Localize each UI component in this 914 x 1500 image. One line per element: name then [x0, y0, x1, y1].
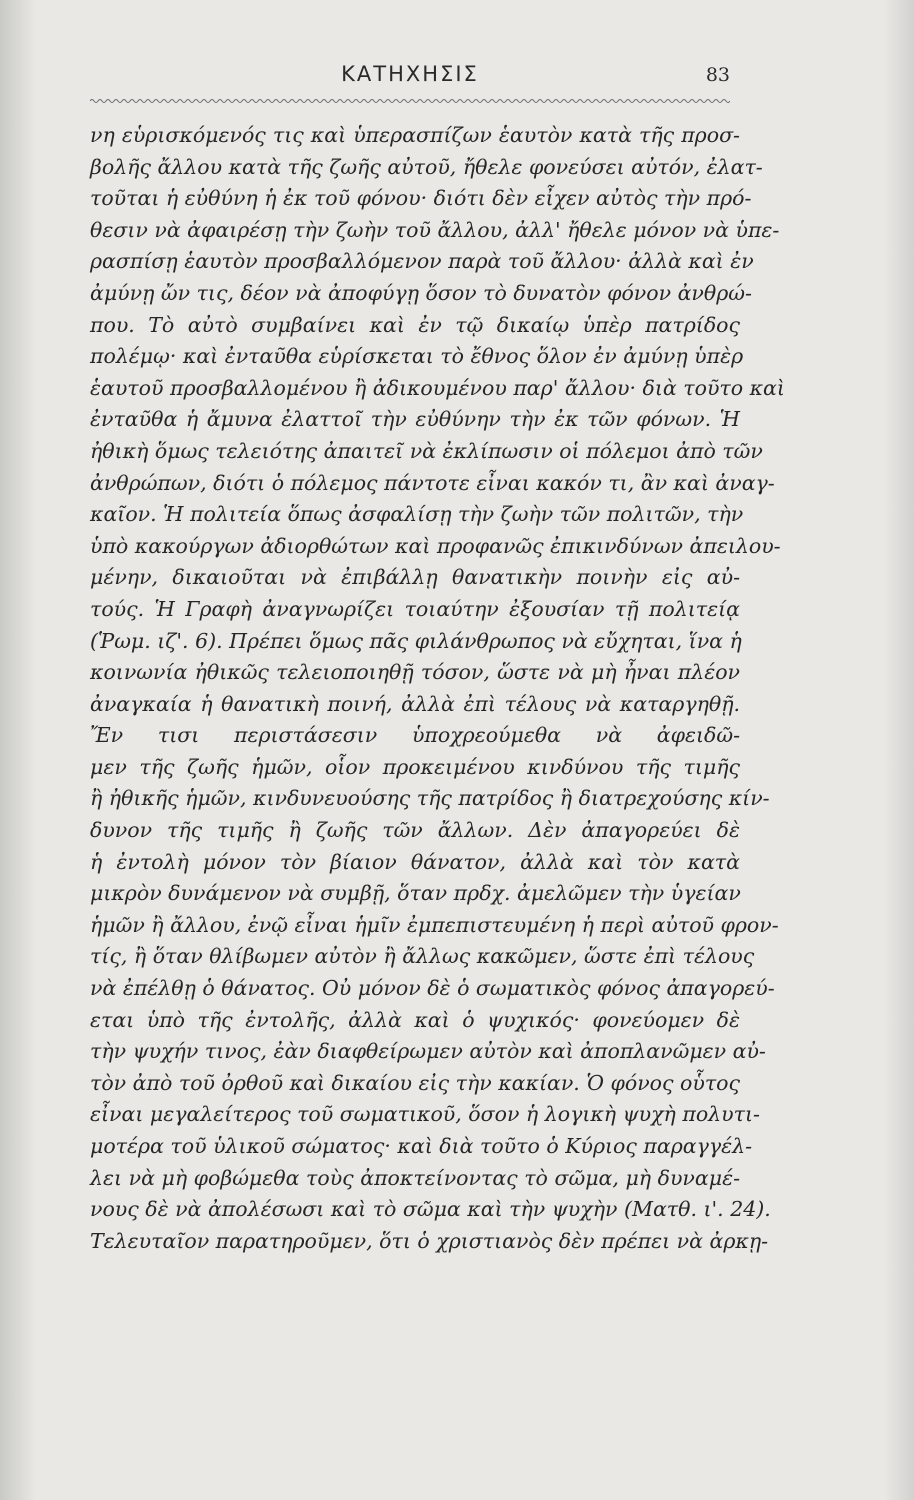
- text-line: τίς, ἢ ὅταν θλίβωμεν αὐτὸν ἢ ἄλλως κακῶμεν, ὥστε ἐπὶ τέλους: [90, 944, 755, 969]
- text-line: λει νὰ μὴ φοβώμεθα τοὺς ἀποκτείνοντας τὸ σῶμα, μὴ δυναμέ-: [90, 1165, 740, 1190]
- text-line: Ἔν τισι περιστάσεσιν ὑποχρεούμεθα νὰ ἀφειδῶ-: [90, 723, 740, 748]
- text-line: νους δὲ νὰ ἀπολέσωσι καὶ τὸ σῶμα καὶ τὴν ψυχὴν (Ματθ. ι'. 24).: [90, 1197, 771, 1222]
- text-line: μικρὸν δυνάμενον νὰ συμβῇ, ὅταν πρδχ. ἀμελῶμεν τὴν ὑγείαν: [90, 881, 741, 906]
- text-line: κοινωνία ἠθικῶς τελειοποιηθῇ τόσον, ὥστε νὰ μὴ ἦναι πλέον: [90, 660, 740, 685]
- text-line: δυνον τῆς τιμῆς ἢ ζωῆς τῶν ἄλλων. Δὲν ἀπαγορεύει δὲ: [90, 818, 740, 843]
- text-line: ἀμύνῃ ὤν τις, δέον νὰ ἀποφύγῃ ὅσον τὸ δυνατὸν φόνον ἀνθρώ-: [90, 280, 752, 305]
- text-line: ἡμῶν ἢ ἄλλου, ἐνῷ εἶναι ἡμῖν ἐμπεπιστευμένη ἡ περὶ αὐτοῦ φρον-: [90, 912, 779, 937]
- running-head: ΚΑΤΗΧΗΣΙΣ: [341, 62, 479, 86]
- text-line: τὸν ἀπὸ τοῦ ὀρθοῦ καὶ δικαίου εἰς τὴν κακίαν. Ὁ φόνος οὗτος: [90, 1070, 740, 1095]
- text-line: τὴν ψυχήν τινος, ἐὰν διαφθείρωμεν αὐτὸν καὶ ἀποπλανῶμεν αὐ-: [90, 1039, 766, 1064]
- text-line: εται ὑπὸ τῆς ἐντολῆς, ἀλλὰ καὶ ὁ ψυχικός· φονεύομεν δὲ: [90, 1007, 740, 1032]
- text-line: τούς. Ἡ Γραφὴ ἀναγνωρίζει τοιαύτην ἐξουσίαν τῇ πολιτείᾳ: [90, 596, 740, 621]
- text-line: νὰ ἐπέλθῃ ὁ θάνατος. Οὐ μόνον δὲ ὁ σωματικὸς φόνος ἀπαγορεύ-: [90, 976, 775, 1001]
- text-line: μένην, δικαιοῦται νὰ ἐπιβάλλῃ θανατικὴν ποινὴν εἰς αὐ-: [90, 565, 740, 590]
- wavy-header-rule: [90, 96, 730, 106]
- text-line: ἡ ἐντολὴ μόνον τὸν βίαιον θάνατον, ἀλλὰ καὶ τὸν κατὰ: [90, 849, 740, 874]
- page-gutter-shadow: [0, 0, 36, 1500]
- text-line: βολῆς ἄλλου κατὰ τῆς ζωῆς αὐτοῦ, ἤθελε φονεύσει αὐτόν, ἐλατ-: [90, 154, 763, 179]
- text-line: νη εὑρισκόμενός τις καὶ ὑπερασπίζων ἑαυτὸν κατὰ τῆς προσ-: [90, 123, 740, 147]
- text-line: ὑπὸ κακούργων ἀδιορθώτων καὶ προφανῶς ἐπικινδύνων ἀπειλου-: [90, 533, 781, 558]
- text-line: εἶναι μεγαλείτερος τοῦ σωματικοῦ, ὅσον ἡ λογικὴ ψυχὴ πολυτι-: [90, 1102, 760, 1127]
- text-line: ἢ ἠθικῆς ἡμῶν, κινδυνευούσης τῆς πατρίδος ἢ διατρεχούσης κίν-: [90, 786, 770, 811]
- text-line: που. Τὸ αὐτὸ συμβαίνει καὶ ἐν τῷ δικαίῳ ὑπὲρ πατρίδος: [90, 312, 740, 337]
- text-line: (Ῥωμ. ιζ'. 6). Πρέπει ὅμως πᾶς φιλάνθρωπος νὰ εὔχηται, ἵνα ἡ: [90, 628, 742, 653]
- text-line: τοῦται ἡ εὐθύνη ἡ ἐκ τοῦ φόνου· διότι δὲν εἶχεν αὐτὸς τὴν πρό-: [90, 186, 752, 211]
- text-line: μοτέρα τοῦ ὑλικοῦ σώματος· καὶ διὰ τοῦτο ὁ Κύριος παραγγέλ-: [90, 1134, 753, 1158]
- text-line: ἠθικὴ ὅμως τελειότης ἀπαιτεῖ νὰ ἐκλίπωσιν οἱ πόλεμοι ἀπὸ τῶν: [90, 438, 763, 463]
- page-edge-shadow: [884, 0, 914, 1500]
- text-line: μεν τῆς ζωῆς ἡμῶν, οἷον προκειμένου κινδύνου τῆς τιμῆς: [90, 754, 740, 779]
- text-line: καῖον. Ἡ πολιτεία ὅπως ἀσφαλίσῃ τὴν ζωὴν τῶν πολιτῶν, τὴν: [90, 502, 744, 527]
- text-line: ρασπίσῃ ἑαυτὸν προσβαλλόμενον παρὰ τοῦ ἄλλου· ἀλλὰ καὶ ἐν: [90, 249, 754, 274]
- text-line: ἐνταῦθα ἡ ἄμυνα ἐλαττοῖ τὴν εὐθύνην τὴν ἐκ τῶν φόνων. Ἡ: [90, 407, 740, 432]
- text-line: ἀνθρώπων, διότι ὁ πόλεμος πάντοτε εἶναι κακόν τι, ἂν καὶ ἀναγ-: [90, 470, 775, 495]
- text-line: θεσιν νὰ ἀφαιρέσῃ τὴν ζωὴν τοῦ ἄλλου, ἀλλ' ἤθελε μόνον νὰ ὑπε-: [90, 217, 780, 242]
- text-line: ἀναγκαία ἡ θανατικὴ ποινή, ἀλλὰ ἐπὶ τέλους νὰ καταργηθῇ.: [90, 691, 740, 716]
- text-line: πολέμῳ· καὶ ἐνταῦθα εὑρίσκεται τὸ ἔθνος ὅλον ἐν ἀμύνῃ ὑπὲρ: [90, 344, 744, 369]
- text-line: Τελευταῖον παρατηροῦμεν, ὅτι ὁ χριστιανὸς δὲν πρέπει νὰ ἀρκῃ-: [90, 1228, 769, 1253]
- body-text: [90, 120, 785, 1257]
- text-line: ἑαυτοῦ προσβαλλομένου ἢ ἀδικουμένου παρ' ἄλλου· διὰ τοῦτο καὶ: [90, 375, 785, 400]
- page-number: 83: [705, 64, 730, 86]
